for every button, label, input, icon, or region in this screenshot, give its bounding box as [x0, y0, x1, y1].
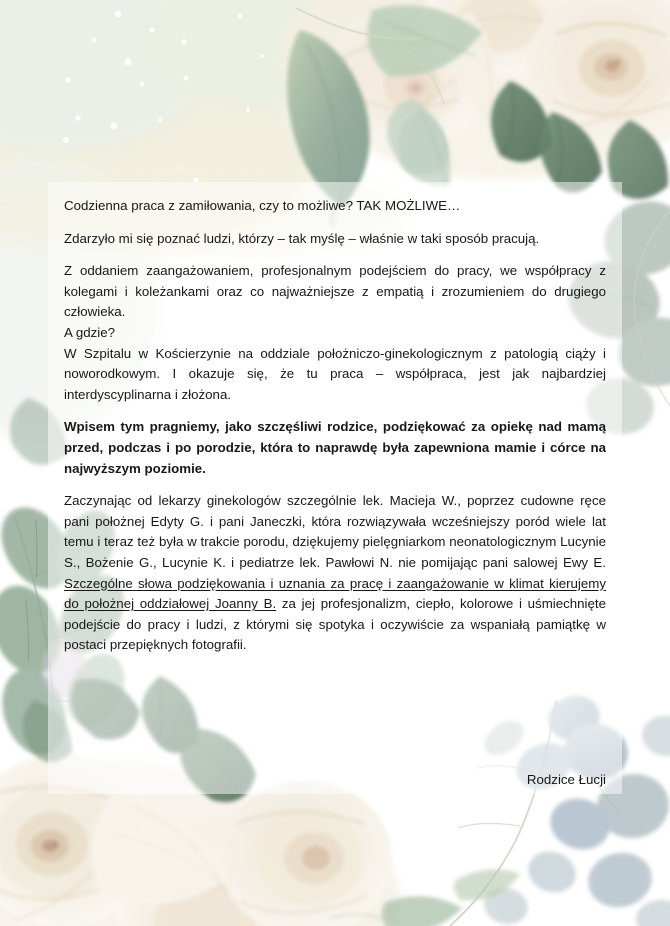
spacer — [64, 249, 606, 261]
paragraph-7-part-after: za jej profesjonalizm, ciepło, kolorowe i uśmiechnięte podejście do pracy i ludzi, z którymi się spotyka i oczywiście za wspaniałą pamiątkę w postaci przepięknych fotografii. — [64, 596, 606, 653]
letter-body — [64, 196, 606, 656]
paragraph-7-underlined: Szczególne słowa podziękowania i uznania za pracę i zaangażowanie w klimat kierujemy do położnej oddziałowej Joanny B. — [64, 575, 606, 612]
paragraph-6-bold: Wpisem tym pragniemy, jako szczęśliwi rodzice, podziękować za opiekę nad mamą przed, podczas i po porodzie, która to naprawdę była zapewniona mamie i córce na najwyższym poziomie. — [64, 419, 606, 476]
spacer — [64, 405, 606, 417]
paragraph-2: Zdarzyło mi się poznać ludzi, którzy – tak myślę – właśnie w taki sposób pracują. — [64, 230, 540, 246]
paragraph-1: Codzienna praca z zamiłowania, czy to możliwe? TAK MOŻLIWE… — [64, 198, 461, 213]
spacer — [64, 479, 606, 491]
paragraph-3: Z oddaniem zaangażowaniem, profesjonalnym podejściem do pracy, we współpracy z kolegami i koleżankami oraz co najważniejsze z empatią i zrozumieniem do drugiego człowieka. — [64, 263, 606, 320]
paragraph-5: W Szpitalu w Kościerzynie na oddziale położniczo-ginekologicznym z patologią ciąży i noworodkowym. I okazuje się, że tu praca – współpraca, jest jak najbardziej interdyscyplinarna i złożona. — [64, 345, 606, 402]
spacer — [64, 217, 606, 229]
paragraph-7-part-before: Zaczynając od lekarzy ginekologów szczególnie lek. Macieja W., poprzez cudowne ręce pani położnej Edyty G. i pani Janeczki, która rozwiązywała wcześniejszy poród wiele lat temu i teraz też była w trakcie porodu, dziękujemy pielęgniarkom neonatologicznym Lucynie S., Bożenie G., Lucynie K. i pediatrze lek. Pawłowi N. nie pomijając pani salowej Ewy E. — [64, 493, 606, 570]
paragraph-7 — [64, 491, 606, 656]
signature-block — [64, 772, 606, 787]
paragraph-4: A gdzie? — [64, 324, 116, 340]
signature: Rodzice Łucji — [526, 772, 606, 787]
